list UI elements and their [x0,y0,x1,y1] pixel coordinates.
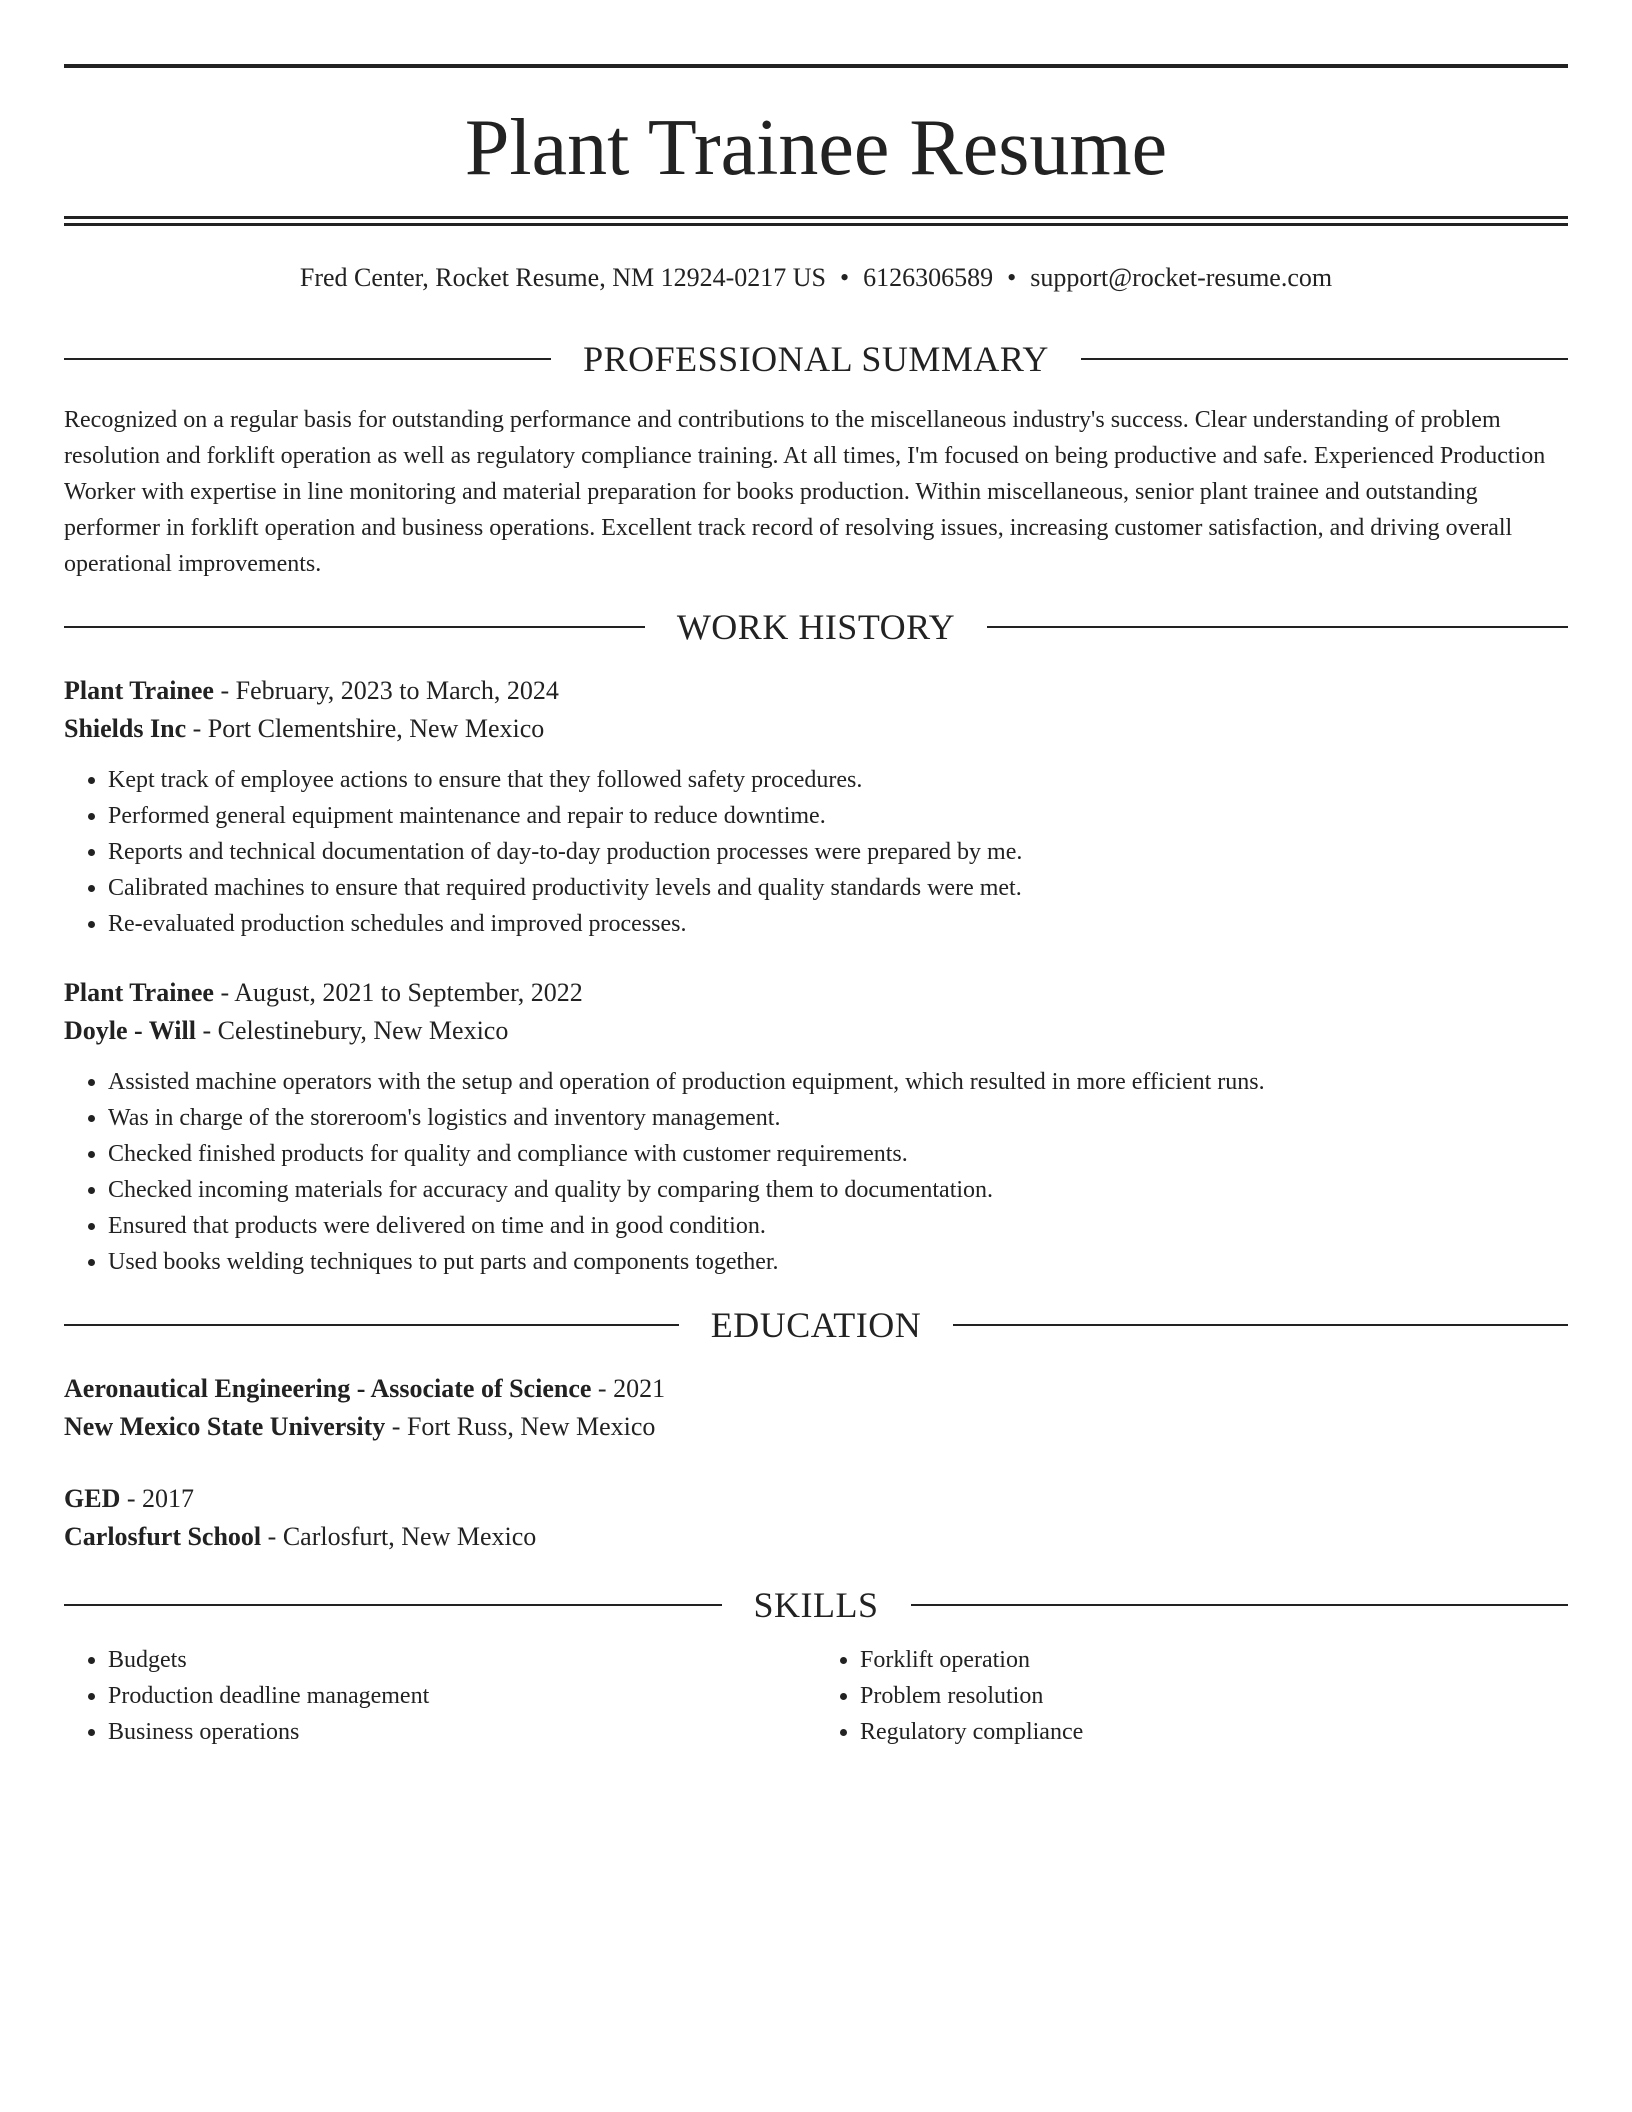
list-item: • Forklift operation [860,1642,1568,1678]
list-item: • Checked incoming materials for accuracy and quality by comparing them to documentation. [108,1172,1568,1208]
job-title: Plant Trainee [64,978,214,1007]
job-company-line [64,1012,1568,1050]
job-dates: - February, 2023 to March, 2024 [213,676,559,705]
contact-phone: 6126306589 [863,263,994,292]
education-school: New Mexico State University [64,1412,386,1441]
skills-grid [64,1642,1568,1750]
list-item: • Ensured that products were delivered on time and in good condition. [108,1208,1568,1244]
resume-page [64,64,1568,1750]
job-bullets [64,762,1568,942]
education-year: - 2021 [591,1374,666,1403]
divider-line [1081,358,1568,360]
top-rule [64,64,1568,68]
education-entry [64,1370,1568,1446]
job-entry [64,974,1568,1280]
job-title: Plant Trainee [64,676,214,705]
page-title: Plant Trainee Resume [464,104,1168,192]
section-header-skills [64,1582,1568,1628]
education-entry [64,1480,1568,1556]
section-header-summary [64,336,1568,382]
contact-email: support@rocket-resume.com [1030,263,1333,292]
skills-column-right [816,1642,1568,1750]
job-company-line [64,710,1568,748]
skills-column-left [64,1642,816,1750]
list-item: • Checked finished products for quality and compliance with customer requirements. [108,1136,1568,1172]
title-double-rule [64,216,1568,226]
education-location: - Carlosfurt, New Mexico [261,1522,537,1551]
job-title-line [64,672,1568,710]
education-year: - 2017 [120,1484,195,1513]
divider-line [64,1324,679,1326]
list-item: • Re-evaluated production schedules and improved processes. [108,906,1568,942]
list-item: • Was in charge of the storeroom's logistics and inventory management. [108,1100,1568,1136]
section-header-work [64,604,1568,650]
education-degree-line [64,1370,1568,1408]
list-item: • Budgets [108,1642,816,1678]
list-item: • Regulatory compliance [860,1714,1568,1750]
section-title-work: WORK HISTORY [676,607,956,647]
job-entry [64,672,1568,942]
job-location: - Celestinebury, New Mexico [195,1016,509,1045]
contact-address: Fred Center, Rocket Resume, NM 12924-0217 US [299,263,826,292]
section-title-summary: PROFESSIONAL SUMMARY [583,339,1049,379]
contact-separator: • [839,263,850,292]
education-degree-line [64,1480,1568,1518]
education-school-line [64,1408,1568,1446]
list-item: • Used books welding techniques to put parts and components together. [108,1244,1568,1280]
job-location: - Port Clementshire, New Mexico [186,714,545,743]
divider-line [953,1324,1568,1326]
list-item: • Kept track of employee actions to ensure that they followed safety procedures. [108,762,1568,798]
divider-line [911,1604,1569,1606]
list-item: • Performed general equipment maintenance and repair to reduce downtime. [108,798,1568,834]
section-header-education [64,1302,1568,1348]
education-school: Carlosfurt School [64,1522,262,1551]
education-location: - Fort Russ, New Mexico [385,1412,656,1441]
list-item: • Problem resolution [860,1678,1568,1714]
section-title-skills: SKILLS [753,1585,879,1625]
list-item: • Assisted machine operators with the setup and operation of production equipment, which resulted in more efficient runs. [108,1064,1568,1100]
divider-line [64,626,645,628]
job-company: Shields Inc [64,714,187,743]
education-school-line [64,1518,1568,1556]
job-title-line [64,974,1568,1012]
divider-line [64,1604,722,1606]
list-item: • Business operations [108,1714,816,1750]
divider-line [64,358,551,360]
contact-separator: • [1007,263,1017,292]
contact-line [64,260,1568,296]
list-item: • Reports and technical documentation of day-to-day production processes were prepared by me. [108,834,1568,870]
summary-text: Recognized on a regular basis for outstanding performance and contributions to the miscellaneous industry's success. Clear understanding of problem resolution and forklift operation as well as regulatory compliance training. At all times, I'm focused on being productive and safe. Experienced Production Worker with expertise in line monitoring and material preparation for books production. Within miscellaneous, senior plant trainee and outstanding performer in forklift operation and business operations. Excellent track record of resolving issues, increasing customer satisfaction, and driving overall operational improvements. [64,407,1546,577]
job-company: Doyle - Will [64,1016,196,1045]
education-degree: Aeronautical Engineering - Associate of Science [64,1374,592,1403]
education-degree: GED [64,1484,121,1513]
list-item: • Calibrated machines to ensure that required productivity levels and quality standards were met. [108,870,1568,906]
divider-line [987,626,1568,628]
section-title-education: EDUCATION [710,1305,922,1345]
job-dates: - August, 2021 to September, 2022 [213,978,583,1007]
job-bullets [64,1064,1568,1280]
list-item: • Production deadline management [108,1678,816,1714]
